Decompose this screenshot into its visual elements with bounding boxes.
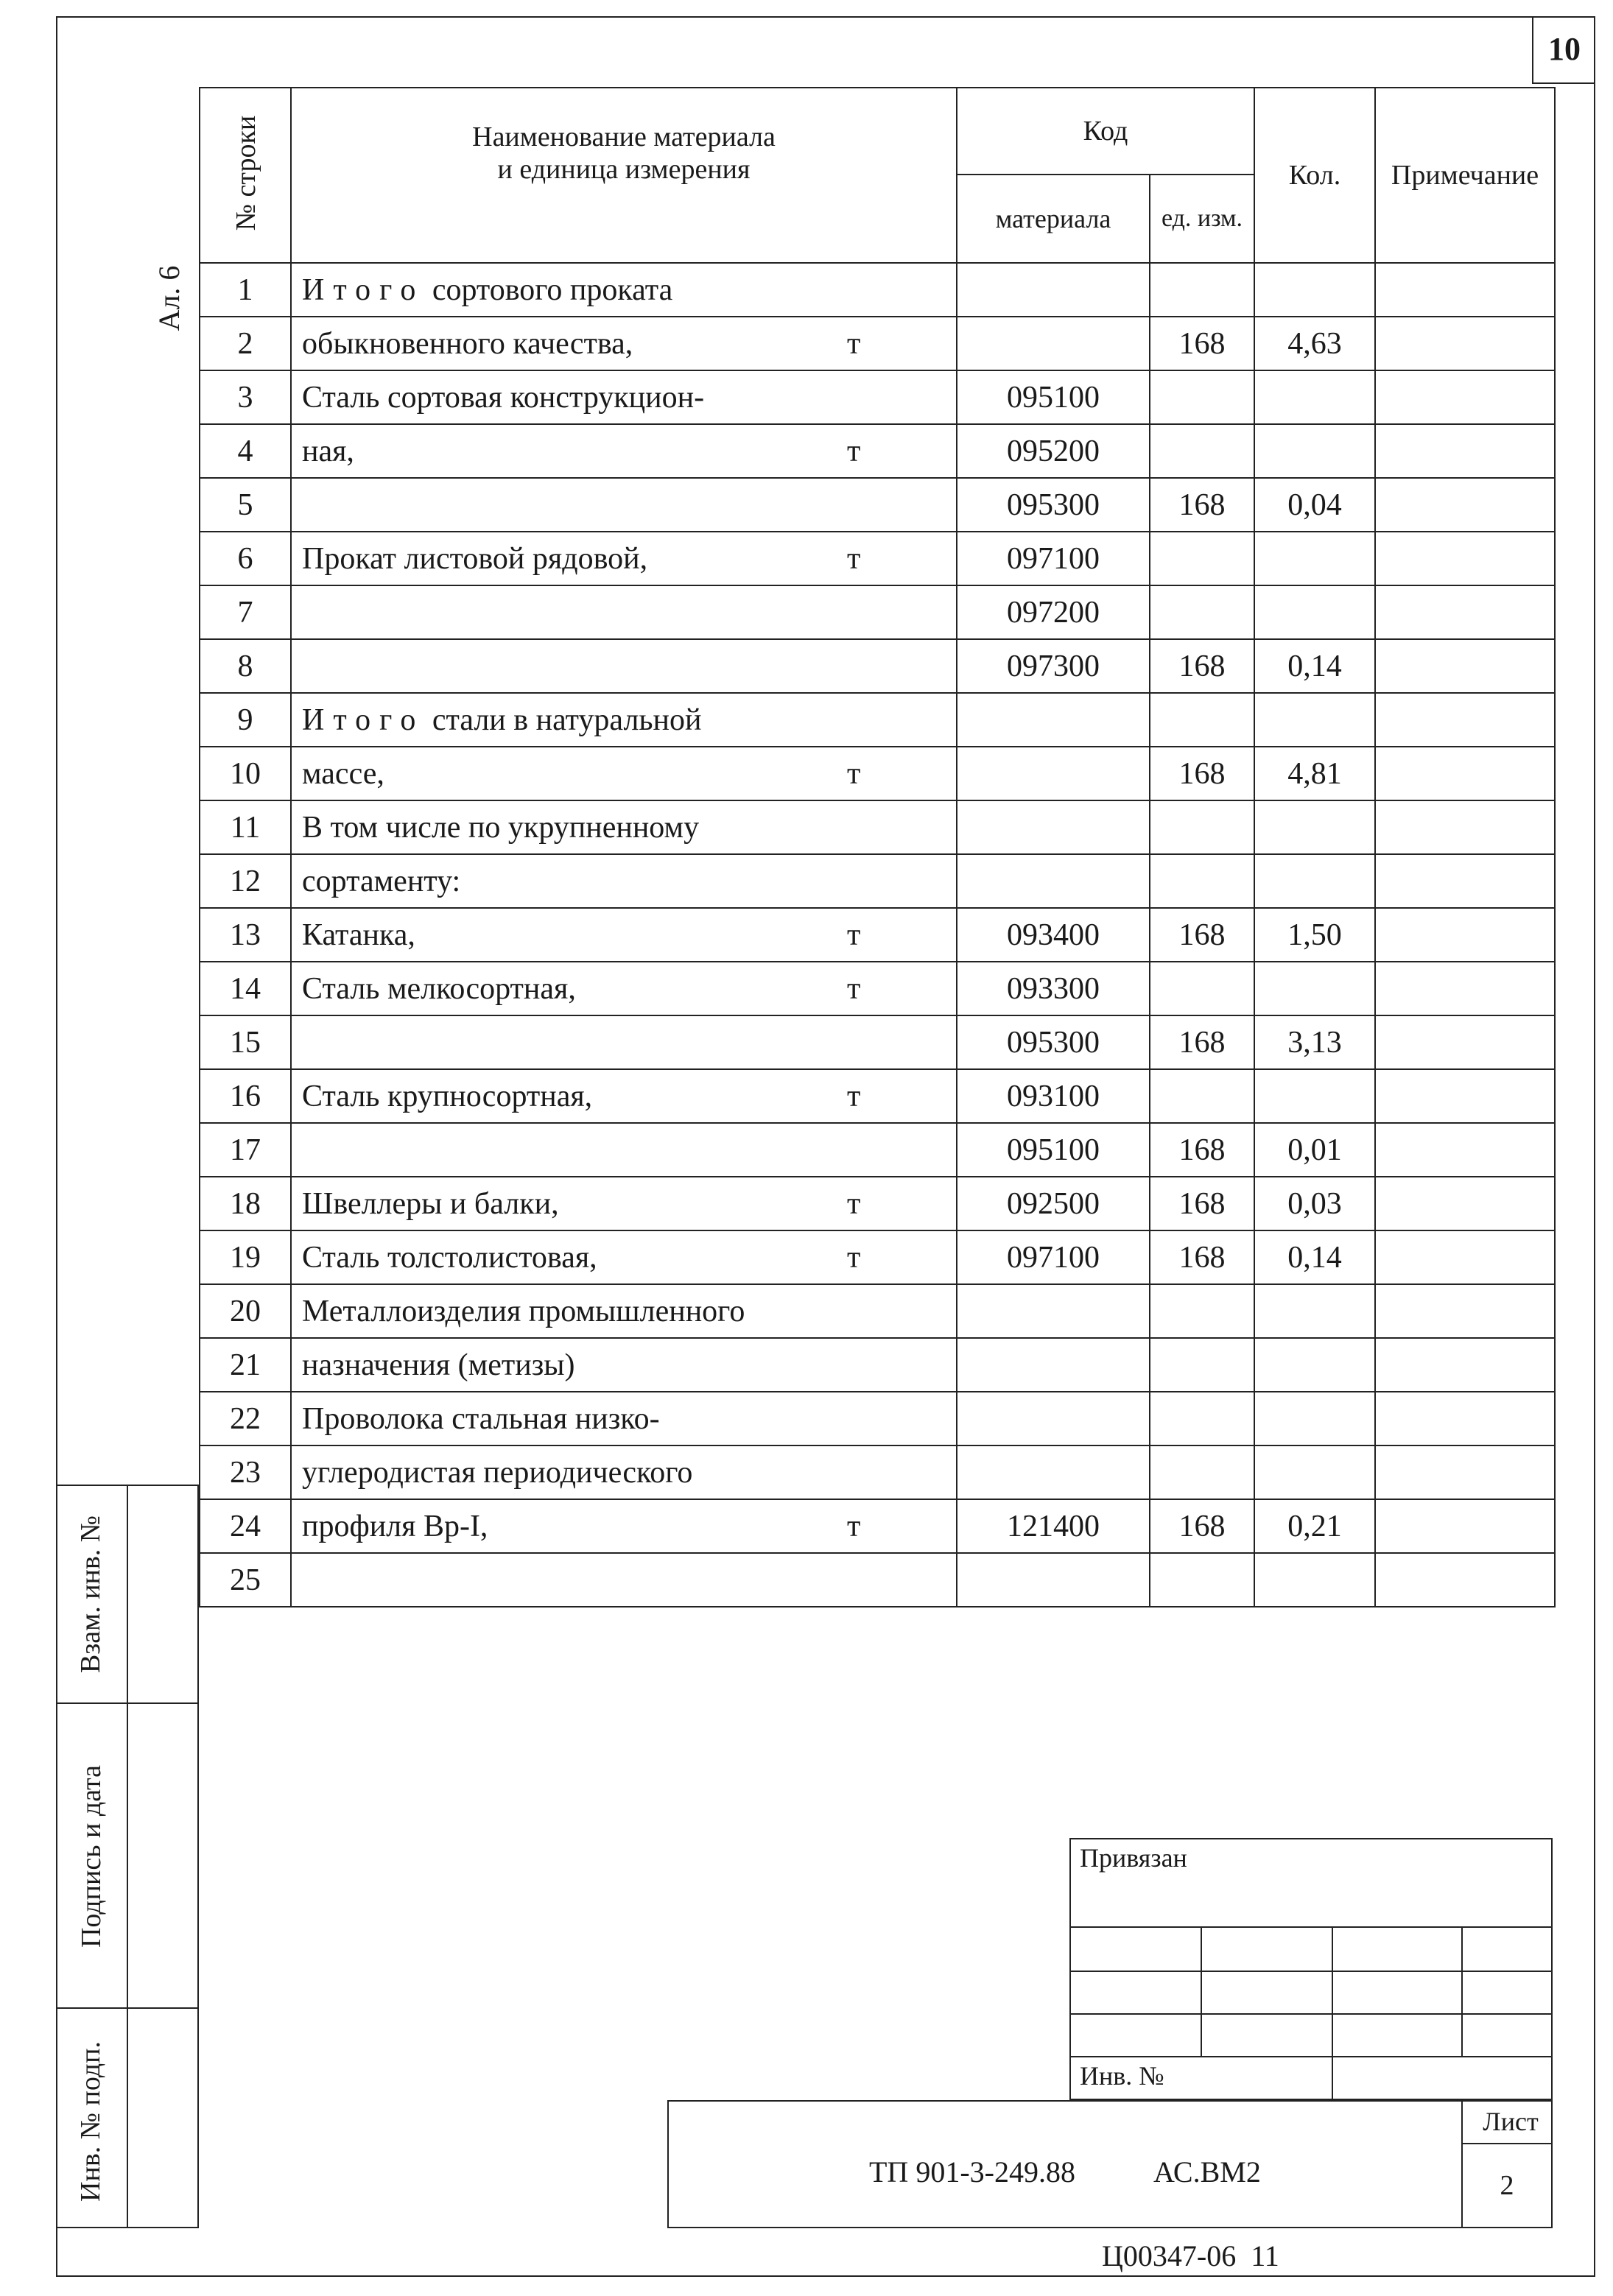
material-name-text [302,272,847,308]
vzam-inv-label: Взам. инв. № [75,1515,106,1674]
material-code [957,263,1150,317]
material-unit: т [847,918,861,952]
material-name [291,747,957,800]
table-row [200,1123,1555,1177]
row-number: 25 [200,1553,291,1607]
material-name [291,1392,957,1445]
material-name [291,693,957,747]
unit-code [1150,854,1254,908]
table-row [200,800,1555,854]
material-name-text [302,864,847,899]
album-label: Ал. 6 [152,265,186,331]
material-code: 093100 [957,1069,1150,1123]
unit-code: 168 [1150,1177,1254,1230]
quantity [1254,424,1375,478]
material-unit: т [847,1186,861,1221]
unit-code [1150,424,1254,478]
row-number: 11 [200,800,291,854]
row-number: 16 [200,1069,291,1123]
doc-code: ТП 901-3-249.88 [869,2155,1075,2188]
note [1375,1499,1555,1553]
material-code [957,1553,1150,1607]
note [1375,424,1555,478]
material-name-text [302,1294,847,1329]
note [1375,478,1555,532]
material-name [291,800,957,854]
table-row [200,532,1555,585]
material-name-text [302,1509,847,1544]
material-name [291,908,957,962]
quantity: 0,01 [1254,1123,1375,1177]
material-name-text [302,702,847,738]
material-name-body: Прокат листовой рядовой, [302,541,648,576]
material-code: 095100 [957,1123,1150,1177]
material-name-body: массе, [302,756,384,791]
material-name [291,1177,957,1230]
material-name [291,1338,957,1392]
material-name-body: Сталь мелкосортная, [302,971,576,1006]
footer-code: Ц00347-06 11 [1102,2239,1279,2272]
inv-no-label: Инв. № [1080,2061,1164,2091]
row-number: 23 [200,1445,291,1499]
material-name [291,1230,957,1284]
material-code: 097300 [957,639,1150,693]
material-name [291,1445,957,1499]
material-name-body: назначения (метизы) [302,1348,575,1382]
material-code: 095300 [957,478,1150,532]
material-code [957,1392,1150,1445]
quantity [1254,1338,1375,1392]
quantity [1254,1553,1375,1607]
material-name [291,1499,957,1553]
note [1375,800,1555,854]
quantity [1254,693,1375,747]
material-name-text [302,810,847,845]
material-name-text [302,918,847,953]
material-name-text [302,1186,847,1222]
header-code-material: материала [957,175,1150,263]
row-number: 7 [200,585,291,639]
material-name [291,478,957,532]
row-number: 1 [200,263,291,317]
note [1375,1338,1555,1392]
material-name [291,1553,957,1607]
material-code: 097100 [957,532,1150,585]
material-name [291,1069,957,1123]
unit-code [1150,370,1254,424]
quantity [1254,1392,1375,1445]
table-row [200,478,1555,532]
title-hline [1461,2143,1553,2144]
podpis-data-label: Подпись и дата [76,1764,107,1948]
material-name-text [302,756,847,792]
table-row [200,693,1555,747]
material-code [957,800,1150,854]
specification-table [199,87,1556,1607]
material-name-body: Проволока стальная низко- [302,1401,660,1436]
row-number: 13 [200,908,291,962]
binding-line-3 [1069,2013,1553,2015]
material-code: 095100 [957,370,1150,424]
row-number: 5 [200,478,291,532]
quantity [1254,854,1375,908]
material-code: 121400 [957,1499,1150,1553]
row-number: 24 [200,1499,291,1553]
row-number: 20 [200,1284,291,1338]
quantity [1254,1284,1375,1338]
material-name-emphasis: Итого [302,702,425,737]
quantity: 1,50 [1254,908,1375,962]
doc-suffix: АС.ВМ2 [1153,2155,1261,2188]
unit-code: 168 [1150,1015,1254,1069]
material-name-text [302,326,847,362]
sheet-number-box: 10 [1532,16,1595,84]
quantity [1254,585,1375,639]
table-row [200,263,1555,317]
side-stamp-divider [127,1485,128,2228]
material-name [291,317,957,370]
header-name: Наименование материала и единица измерения [291,88,957,263]
row-number: 4 [200,424,291,478]
table-row [200,1015,1555,1069]
material-unit: т [847,1509,861,1543]
quantity: 0,21 [1254,1499,1375,1553]
material-name-body: обыкновенного качества, [302,326,633,361]
material-code: 097100 [957,1230,1150,1284]
note [1375,747,1555,800]
unit-code: 168 [1150,1499,1254,1553]
list-value: 2 [1500,2170,1514,2201]
header-qty: Кол. [1254,88,1375,263]
material-name-text [302,1079,847,1114]
material-name [291,532,957,585]
material-code [957,1445,1150,1499]
note [1375,585,1555,639]
note [1375,693,1555,747]
material-name-body: Катанка, [302,918,415,952]
quantity: 0,04 [1254,478,1375,532]
row-number: 15 [200,1015,291,1069]
material-code: 092500 [957,1177,1150,1230]
table-row [200,854,1555,908]
row-number: 2 [200,317,291,370]
material-name [291,263,957,317]
quantity: 3,13 [1254,1015,1375,1069]
unit-code [1150,263,1254,317]
material-name [291,424,957,478]
material-name [291,962,957,1015]
material-code [957,854,1150,908]
unit-code: 168 [1150,1230,1254,1284]
header-note: Примечание [1375,88,1555,263]
inv-podl-label: Инв. № подп. [75,2041,106,2202]
row-number: 22 [200,1392,291,1445]
material-name-body: Сталь сортовая конструкцион- [302,380,705,415]
side-stamp-line-1 [56,1702,199,1704]
title-block [667,2100,1553,2228]
note [1375,317,1555,370]
unit-code: 168 [1150,639,1254,693]
note [1375,1177,1555,1230]
material-name-text [302,434,847,469]
note [1375,962,1555,1015]
note [1375,1069,1555,1123]
unit-code [1150,1338,1254,1392]
row-number: 14 [200,962,291,1015]
table-row [200,317,1555,370]
material-name-text [302,380,847,415]
material-code [957,693,1150,747]
row-number: 17 [200,1123,291,1177]
quantity [1254,532,1375,585]
unit-code [1150,1392,1254,1445]
material-name-body: Сталь толстолистовая, [302,1240,597,1275]
row-number: 21 [200,1338,291,1392]
row-number: 8 [200,639,291,693]
material-name-text [302,541,847,577]
unit-code [1150,1284,1254,1338]
note [1375,263,1555,317]
unit-code: 168 [1150,1123,1254,1177]
table-row [200,639,1555,693]
quantity [1254,800,1375,854]
table-row [200,1284,1555,1338]
binding-line-1 [1069,1926,1553,1928]
material-name-text [302,1240,847,1275]
unit-code [1150,962,1254,1015]
note [1375,1284,1555,1338]
row-number: 10 [200,747,291,800]
table-row [200,1230,1555,1284]
material-code: 093400 [957,908,1150,962]
privyazan-label: Привязан [1080,1843,1187,1873]
unit-code [1150,693,1254,747]
note [1375,1392,1555,1445]
quantity [1254,1069,1375,1123]
note [1375,532,1555,585]
binding-vline-2 [1332,1926,1333,2100]
table-row [200,747,1555,800]
material-name [291,370,957,424]
row-number: 9 [200,693,291,747]
material-name-body: Металлоизделия промышленного [302,1294,745,1328]
table-row [200,585,1555,639]
header-code: Код [957,88,1254,175]
note [1375,1445,1555,1499]
material-name-body: Швеллеры и балки, [302,1186,559,1221]
material-name-text [302,1455,847,1490]
quantity [1254,1445,1375,1499]
quantity [1254,370,1375,424]
material-code: 095300 [957,1015,1150,1069]
material-code: 097200 [957,585,1150,639]
unit-code [1150,800,1254,854]
material-name-emphasis: Итого [302,272,425,307]
table-row [200,1338,1555,1392]
material-code [957,1338,1150,1392]
quantity: 4,63 [1254,317,1375,370]
material-name-body: профиля Вр-I, [302,1509,488,1543]
binding-line-4 [1069,2056,1553,2057]
note [1375,1553,1555,1607]
row-number: 12 [200,854,291,908]
note [1375,854,1555,908]
table-row [200,370,1555,424]
unit-code: 168 [1150,478,1254,532]
material-unit: т [847,434,861,468]
material-unit: т [847,326,861,361]
header-code-unit: ед. изм. [1150,175,1254,263]
material-name-text [302,1401,847,1437]
table-row [200,1392,1555,1445]
table-row [200,1445,1555,1499]
row-number: 3 [200,370,291,424]
quantity [1254,263,1375,317]
unit-code [1150,1445,1254,1499]
quantity [1254,962,1375,1015]
binding-vline-1 [1201,1926,1202,2057]
material-code: 095200 [957,424,1150,478]
side-stamp-line-2 [56,2007,199,2009]
unit-code: 168 [1150,908,1254,962]
material-name-body: сортаменту: [302,864,461,898]
material-name-body: В том числе по укрупненному [302,810,700,845]
material-name [291,639,957,693]
material-name-body: углеродистая периодического [302,1455,693,1490]
table-row [200,1177,1555,1230]
quantity: 4,81 [1254,747,1375,800]
material-code [957,747,1150,800]
material-name-text [302,971,847,1007]
table-row [200,1499,1555,1553]
specification-body [200,263,1555,1607]
material-unit: т [847,541,861,576]
material-name-body: ная, [302,434,354,468]
material-name-body: сортового проката [432,272,673,307]
unit-code [1150,532,1254,585]
material-name [291,854,957,908]
material-code [957,317,1150,370]
material-code: 093300 [957,962,1150,1015]
row-number: 18 [200,1177,291,1230]
list-label: Лист [1483,2107,1539,2136]
unit-code: 168 [1150,317,1254,370]
material-name [291,1015,957,1069]
table-row [200,1553,1555,1607]
binding-vline-3 [1461,1926,1463,2057]
note [1375,1123,1555,1177]
title-vline [1461,2100,1463,2228]
material-name-body: Сталь крупносортная, [302,1079,593,1113]
binding-line-2 [1069,1971,1553,1972]
unit-code: 168 [1150,747,1254,800]
note [1375,908,1555,962]
quantity: 0,03 [1254,1177,1375,1230]
unit-code [1150,585,1254,639]
material-name [291,1123,957,1177]
quantity: 0,14 [1254,1230,1375,1284]
material-unit: т [847,756,861,791]
material-unit: т [847,1240,861,1275]
header-row-no: № строки [200,88,291,263]
table-row [200,908,1555,962]
material-code [957,1284,1150,1338]
quantity: 0,14 [1254,639,1375,693]
table-row [200,424,1555,478]
material-name [291,585,957,639]
unit-code [1150,1069,1254,1123]
unit-code [1150,1553,1254,1607]
material-name-body: стали в натуральной [432,702,702,737]
note [1375,1015,1555,1069]
material-unit: т [847,1079,861,1113]
table-row [200,1069,1555,1123]
row-number: 19 [200,1230,291,1284]
row-number: 6 [200,532,291,585]
table-row [200,962,1555,1015]
note [1375,370,1555,424]
material-name [291,1284,957,1338]
material-unit: т [847,971,861,1006]
note [1375,1230,1555,1284]
note [1375,639,1555,693]
material-name-text [302,1348,847,1383]
